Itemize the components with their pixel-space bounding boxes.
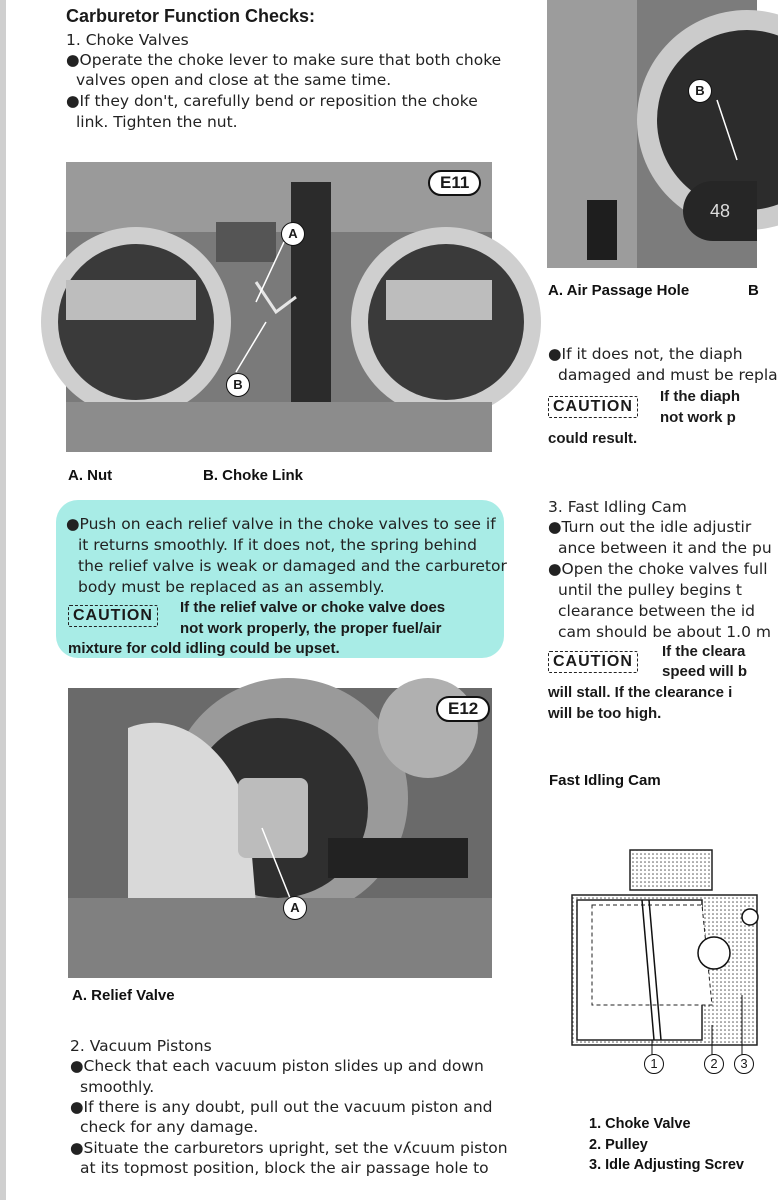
diaph-line2: damaged and must be repla	[558, 366, 778, 384]
carburetor-photo-illustration	[66, 162, 492, 452]
legend-choke-valve: 1. Choke Valve	[589, 1116, 691, 1132]
figure-badge-e12: E12	[436, 696, 490, 722]
sec3-line5: clearance between the id	[558, 602, 756, 620]
sec3-line6: cam should be about 1.0 m	[558, 623, 771, 641]
sec2-bullet3-line2: at its topmost position, block the air passage hole to	[80, 1159, 489, 1177]
sec2-bullet3-line1: ●Situate the carburetors upright, set the vʎcuum piston	[70, 1139, 508, 1157]
diagram-label-1: 1	[644, 1054, 664, 1074]
page-edge	[0, 0, 6, 1200]
caution1-line1: If the relief valve or choke valve does	[180, 599, 446, 616]
sec3-line1: ●Turn out the idle adjustir	[548, 518, 752, 536]
sec2-bullet1-line1: ●Check that each vacuum piston slides up and down	[70, 1057, 484, 1075]
caution2-line1: If the diaph	[660, 388, 740, 405]
relief-line2: it returns smoothly. If it does not, the spring behind	[78, 536, 477, 554]
fast-idling-cam-diagram	[572, 845, 757, 1075]
relief-line4: body must be replaced as an assembly.	[78, 578, 385, 596]
diagram-label-2: 2	[704, 1054, 724, 1074]
sec2-bullet2-line2: check for any damage.	[80, 1118, 259, 1136]
caption-relief-valve: A. Relief Valve	[72, 987, 175, 1004]
relief-line3: the relief valve is weak or damaged and the carburetor	[78, 557, 507, 575]
fast-idling-cam-title: Fast Idling Cam	[549, 772, 661, 789]
sec1-bullet2-line1: ●If they don't, carefully bend or reposition the choke	[66, 92, 478, 110]
caution3-line2: speed will b	[662, 663, 748, 680]
caution-label-3: CAUTION	[548, 651, 638, 673]
photo-choke-link	[66, 162, 492, 452]
sec1-title: 1. Choke Valves	[66, 31, 189, 49]
diagram-label-3: 3	[734, 1054, 754, 1074]
section-heading: Carburetor Function Checks:	[66, 6, 316, 26]
caption-b: B	[748, 282, 759, 299]
sec3-line2: ance between it and the pu	[558, 539, 772, 557]
caption-air-passage: A. Air Passage Hole	[548, 282, 690, 299]
callout-b: B	[226, 373, 250, 397]
sec3-line3: ●Open the choke valves full	[548, 560, 768, 578]
caution1-line2: not work properly, the proper fuel/air	[180, 620, 442, 637]
sec3-title: 3. Fast Idling Cam	[548, 498, 687, 516]
caption-choke-link: B. Choke Link	[203, 467, 304, 484]
caution3-line3: will stall. If the clearance i	[548, 684, 733, 701]
callout-b-air: B	[688, 79, 712, 103]
caution-label-2: CAUTION	[548, 396, 638, 418]
sec1-bullet1-line2: valves open and close at the same time.	[76, 71, 392, 89]
sec2-bullet1-line2: smoothly.	[80, 1078, 155, 1096]
callout-a: A	[281, 222, 305, 246]
caption-nut: A. Nut	[68, 467, 113, 484]
callout-a-relief: A	[283, 896, 307, 920]
figure-badge-e11: E11	[428, 170, 481, 196]
sec1-bullet2-line2: link. Tighten the nut.	[76, 113, 238, 131]
relief-valve-photo-illustration	[68, 688, 492, 978]
caution3-line1: If the cleara	[662, 643, 746, 660]
caution2-line2: not work p	[660, 409, 736, 426]
caution3-line4: will be too high.	[548, 705, 662, 722]
photo-relief-valve	[68, 688, 492, 978]
diaph-line1: ●If it does not, the diaph	[548, 345, 743, 363]
legend-pulley: 2. Pulley	[589, 1137, 648, 1153]
relief-line1: ●Push on each relief valve in the choke valves to see if	[66, 515, 496, 533]
caution2-line3: could result.	[548, 430, 638, 447]
sec3-line4: until the pulley begins t	[558, 581, 742, 599]
sec2-title: 2. Vacuum Pistons	[70, 1037, 212, 1055]
caution-label: CAUTION	[68, 605, 158, 627]
caution1-line3: mixture for cold idling could be upset.	[68, 640, 340, 657]
sec1-bullet1-line1: ●Operate the choke lever to make sure that both choke	[66, 51, 502, 69]
page-number-indicator[interactable]: 48	[683, 181, 757, 241]
sec2-bullet2-line1: ●If there is any doubt, pull out the vacuum piston and	[70, 1098, 493, 1116]
legend-idle-screw: 3. Idle Adjusting Screv	[589, 1157, 744, 1173]
